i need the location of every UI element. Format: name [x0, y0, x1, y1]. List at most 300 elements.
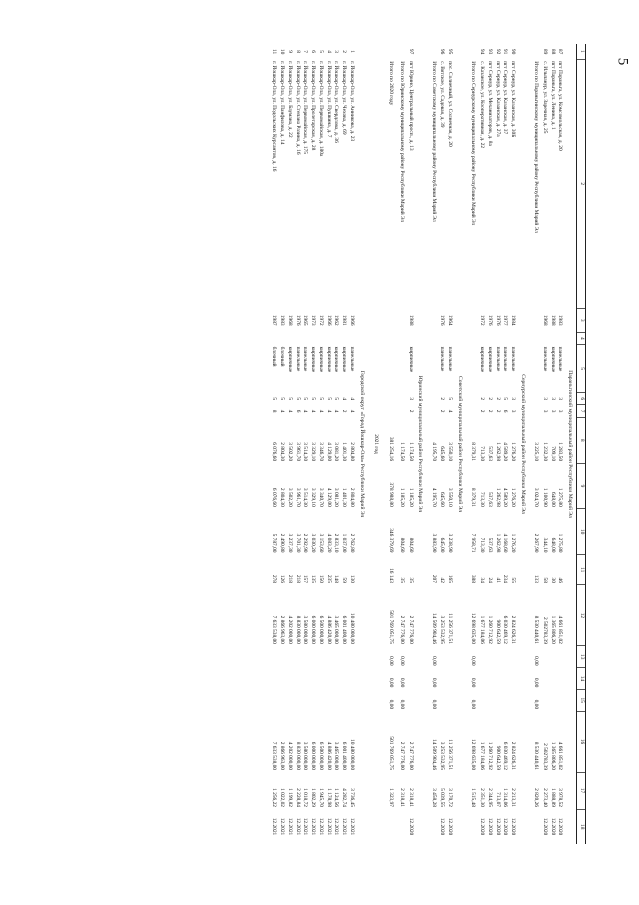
- table-cell: [383, 332, 394, 344]
- table-row: [556, 44, 564, 844]
- table-cell: 8 530 440,61: [533, 741, 540, 771]
- table-cell: 4: [302, 409, 309, 413]
- table-cell: 2 502783,39: [541, 616, 548, 644]
- table-cell: 90: [510, 48, 517, 55]
- table-cell: 12.2020: [502, 817, 509, 836]
- table-cell: [301, 646, 309, 668]
- table-cell: Итого по Юринскому муниципальному району Республики Марий Эл: [399, 61, 406, 223]
- table-cell: 4 886 420,00: [325, 615, 332, 644]
- table-cell: 3 465 000,00: [333, 615, 340, 644]
- table-cell: 3 961,70: [294, 487, 301, 507]
- column-header: 1: [577, 44, 586, 59]
- table-cell: 4 661 851,02: [557, 741, 564, 771]
- table-cell: 1 232,30: [541, 442, 548, 462]
- table-cell: 648,00: [549, 537, 556, 553]
- table-cell: Итого по 2020 году: [387, 61, 394, 106]
- table-cell: 14 509 904,46: [430, 739, 437, 771]
- table-cell: 713,07: [494, 792, 501, 807]
- table-cell: 5: [325, 397, 332, 401]
- table-cell: 3 081,20: [333, 442, 340, 462]
- table-cell: 3: [557, 409, 564, 413]
- table-cell: 14 509 904,46: [430, 612, 437, 644]
- table-row: [548, 44, 556, 844]
- table-cell: 4: [447, 409, 454, 413]
- table-cell: 4 168,60: [502, 533, 509, 553]
- table-row: [324, 44, 332, 844]
- table-cell: [309, 689, 317, 711]
- table-cell: [395, 44, 406, 59]
- table-cell: 344,10: [541, 537, 548, 553]
- table-cell: 3 502,20: [286, 487, 293, 507]
- table-row: [438, 44, 446, 844]
- table-cell: [485, 646, 493, 668]
- table-cell: 713,30: [478, 446, 485, 462]
- table-cell: 6 500 000,00: [317, 615, 324, 644]
- table-cell: кирпичные: [325, 346, 332, 373]
- table-cell: [309, 332, 317, 344]
- table-cell: [340, 689, 348, 711]
- column-number-row: [577, 44, 586, 844]
- table-cell: [406, 332, 414, 344]
- table-cell: 1 022,02: [279, 788, 285, 807]
- table-row: [406, 44, 414, 844]
- table-cell: 3: [541, 397, 548, 401]
- table-cell: [285, 646, 293, 668]
- table-cell: 4: [349, 397, 356, 401]
- table-cell: г. Йошкар-Ола, ул. Пролетарская, д. 28: [310, 61, 317, 151]
- table-cell: 1966: [325, 314, 332, 326]
- table-cell: 2 833,10: [333, 533, 340, 553]
- region-title: Юринский муниципальный район Республики Марий Эл: [417, 375, 424, 513]
- table-cell: 2 804,30: [279, 487, 285, 507]
- table-cell: 4 661 851,02: [557, 615, 564, 644]
- table-cell: [383, 308, 394, 332]
- table-cell: [446, 332, 454, 344]
- table-row: [340, 44, 348, 844]
- table-cell: [340, 646, 348, 668]
- table-cell: 1 401,30: [341, 442, 348, 462]
- table-cell: 8: [294, 50, 301, 53]
- table-cell: [556, 668, 564, 690]
- table-cell: 94: [478, 48, 485, 55]
- table-cell: 4: [325, 50, 332, 53]
- table-cell: 55: [510, 577, 517, 583]
- table-cell: [529, 809, 540, 844]
- table-cell: [477, 646, 485, 668]
- table-row: [493, 44, 501, 844]
- region-heading: [516, 44, 529, 844]
- table-cell: пгт Параньга, ул. Комсомольская, д. 20: [557, 61, 564, 151]
- table-cell: 2 824 626,31: [510, 615, 517, 644]
- table-cell: [477, 689, 485, 711]
- table-cell: 4: [349, 409, 356, 413]
- table-cell: 0,00: [533, 677, 540, 688]
- table-cell: 6: [294, 409, 301, 413]
- table-cell: 1 174,50: [399, 442, 406, 462]
- table-cell: 8: [271, 409, 278, 413]
- table-cell: 1972: [317, 314, 324, 326]
- table-cell: 11 256 371,51: [447, 739, 454, 771]
- table-cell: [395, 345, 406, 393]
- table-cell: 1 262,98: [494, 487, 501, 507]
- table-cell: 2 747 776,00: [399, 741, 406, 771]
- table-cell: 30: [549, 577, 556, 583]
- table-cell: 2 344,95: [486, 788, 493, 807]
- table-cell: [485, 332, 493, 344]
- table-cell: 10: [279, 48, 285, 55]
- table-cell: [395, 809, 406, 844]
- table-cell: [485, 689, 493, 711]
- table-cell: 12.2021: [294, 817, 301, 836]
- column-header: 18: [577, 809, 586, 844]
- table-cell: 5: [317, 50, 324, 53]
- table-cell: 5: [333, 397, 340, 401]
- total-row: [529, 44, 540, 844]
- column-header: 4: [577, 332, 586, 344]
- table-cell: 1 100,90: [541, 487, 548, 507]
- table-cell: 6 001 400,00: [341, 615, 348, 644]
- table-cell: [438, 646, 446, 668]
- table-cell: 1: [349, 50, 356, 53]
- table-cell: 1 802,29: [310, 788, 317, 807]
- table-cell: 0,00: [399, 677, 406, 688]
- table-cell: [529, 332, 540, 344]
- region-title: Сернурский муниципальный район Республики Марий Эл: [519, 374, 526, 514]
- table-cell: 41: [494, 577, 501, 583]
- table-cell: [426, 308, 437, 332]
- table-cell: 1965: [302, 314, 309, 326]
- table-cell: 388: [470, 574, 477, 583]
- column-header: 12: [577, 585, 586, 646]
- table-cell: 3 883,90: [430, 533, 437, 553]
- table-cell: панельные: [494, 346, 501, 372]
- table-cell: 1 677 184,06: [478, 615, 485, 644]
- table-cell: [270, 689, 278, 711]
- table-cell: 1 401,30: [341, 487, 348, 507]
- table-cell: [316, 689, 324, 711]
- table-cell: 12.2020: [486, 817, 493, 836]
- table-cell: 6 500 000,00: [317, 741, 324, 771]
- table-cell: 0,00: [533, 699, 540, 710]
- table-cell: 7 633 538,00: [271, 615, 278, 644]
- table-cell: панельные: [510, 346, 517, 372]
- table-cell: пгт Сернур, ул. Казанская, д. 27а: [494, 61, 501, 137]
- table-cell: [332, 332, 340, 344]
- table-cell: 4 129,00: [325, 487, 332, 507]
- table-cell: [324, 332, 332, 344]
- table-cell: кирпичные: [317, 346, 324, 373]
- table-cell: [383, 345, 394, 393]
- table-cell: 93: [486, 48, 493, 55]
- table-cell: [548, 646, 556, 668]
- table-cell: [347, 668, 355, 690]
- table-cell: [446, 646, 454, 668]
- table-cell: панельные: [541, 346, 548, 372]
- table-cell: [556, 646, 564, 668]
- table-cell: 1 256,22: [271, 788, 278, 807]
- table-cell: [540, 646, 548, 668]
- column-header: 8: [577, 417, 586, 463]
- table-cell: 1 260 712,92: [486, 741, 493, 771]
- table-cell: 5: [447, 397, 454, 401]
- table-cell: 1976: [494, 314, 501, 326]
- table-row: [270, 44, 278, 844]
- table-cell: [332, 668, 340, 690]
- column-header: 13: [577, 646, 586, 668]
- table-row: [301, 44, 309, 844]
- table-cell: 5: [317, 397, 324, 401]
- table-cell: [426, 345, 437, 393]
- table-cell: [270, 646, 278, 668]
- table-cell: [395, 308, 406, 332]
- table-cell: 3 550,10: [447, 487, 454, 507]
- table-cell: 91: [502, 48, 509, 55]
- table-cell: 35: [407, 577, 414, 583]
- table-cell: с. Казанское, ул. Кооперативная, д. 22: [478, 61, 485, 149]
- table-body: [270, 44, 577, 844]
- table-cell: 2 866 963,00: [279, 741, 285, 771]
- table-cell: 2: [478, 409, 485, 413]
- table-cell: 4 886 420,00: [325, 741, 332, 771]
- table-row: [446, 44, 454, 844]
- table-cell: 1977: [502, 314, 509, 326]
- table-cell: 218: [286, 574, 293, 583]
- table-cell: 1 037,00: [341, 533, 348, 553]
- table-cell: 1 262,98: [494, 533, 501, 553]
- table-cell: [406, 668, 414, 690]
- table-cell: 3 961,70: [294, 442, 301, 462]
- table-cell: 1 174,50: [407, 442, 414, 462]
- table-cell: 12.2021: [333, 817, 340, 836]
- table-cell: 12.2021: [325, 817, 332, 836]
- table-cell: [277, 646, 285, 668]
- column-header: 9: [577, 463, 586, 509]
- table-cell: 5: [294, 397, 301, 401]
- table-cell: 12.2020: [407, 817, 414, 836]
- table-cell: 1 365 806,20: [549, 615, 556, 644]
- table-cell: 648,00: [549, 491, 556, 507]
- table-cell: [293, 668, 301, 690]
- table-cell: 4 083,20: [325, 533, 332, 553]
- table-cell: 2 804,80: [349, 487, 356, 507]
- table-cell: 12.2020: [478, 817, 485, 836]
- column-header: 14: [577, 668, 586, 690]
- table-cell: [309, 668, 317, 690]
- table-cell: [347, 689, 355, 711]
- table-cell: [340, 332, 348, 344]
- table-cell: [324, 668, 332, 690]
- table-cell: панельные: [349, 346, 356, 372]
- table-cell: 1968: [286, 314, 293, 326]
- table-cell: 645,60: [439, 491, 446, 507]
- table-cell: [383, 405, 394, 417]
- total-row: [395, 44, 406, 844]
- table-cell: 6 030 469,12: [502, 615, 509, 644]
- table-cell: [301, 332, 309, 344]
- region-heading: [564, 44, 577, 844]
- table-cell: 3 170,72: [447, 788, 454, 807]
- table-cell: [293, 332, 301, 344]
- table-cell: [316, 668, 324, 690]
- table-cell: 6 076,60: [271, 442, 278, 462]
- table-cell: пгт Сернур, ул. Казанская, д. 37: [502, 61, 509, 135]
- table-cell: [446, 668, 454, 690]
- table-cell: 2 292,90: [302, 533, 309, 553]
- table-cell: пгт Юрино, Центральный просп., д. 13: [407, 61, 414, 151]
- table-row: [477, 44, 485, 844]
- table-cell: 2 866 963,00: [279, 615, 285, 644]
- table-cell: панельные: [439, 346, 446, 372]
- table-cell: 0,00: [430, 699, 437, 710]
- rotated-table-sheet: [100, 44, 586, 844]
- table-cell: 1 185,20: [399, 487, 406, 507]
- column-header: 6: [577, 392, 586, 404]
- table-cell: 378 988,80: [387, 482, 394, 507]
- table-cell: 148: [333, 574, 340, 583]
- table-cell: [383, 44, 394, 59]
- total-row: [383, 44, 394, 844]
- table-cell: [548, 689, 556, 711]
- table-cell: 0,00: [387, 656, 394, 666]
- table-cell: 207: [430, 574, 437, 583]
- table-cell: 2 318,41: [407, 788, 414, 807]
- table-cell: 900 642,59: [494, 745, 501, 771]
- table-cell: 713,30: [478, 537, 485, 553]
- table-cell: 804,60: [399, 537, 406, 553]
- table-cell: [485, 668, 493, 690]
- table-cell: 2 747 776,00: [407, 615, 414, 644]
- table-cell: [406, 646, 414, 668]
- table-cell: [466, 332, 477, 344]
- table-cell: 3: [541, 409, 548, 413]
- table-cell: 12.2020: [510, 817, 517, 836]
- table-cell: 126: [279, 574, 285, 583]
- table-cell: 2 502783,39: [541, 743, 548, 771]
- table-cell: 130: [349, 574, 356, 583]
- table-cell: 6 030 469,12: [502, 741, 509, 771]
- table-cell: г. Йошкар-Ола, ул. Подольских Курсантов, д. 16: [271, 61, 278, 172]
- table-cell: 3 153,60: [317, 533, 324, 553]
- table-cell: 2: [439, 409, 446, 413]
- table-cell: панельные: [302, 346, 309, 372]
- region-title: Советский муниципальный район Республики Марий Эл: [456, 375, 463, 512]
- table-row: [540, 44, 548, 844]
- table-cell: 2 804,30: [279, 442, 285, 462]
- table-row: [277, 44, 285, 844]
- table-cell: 3: [557, 397, 564, 401]
- table-cell: кирпичные: [333, 346, 340, 373]
- table-cell: [406, 689, 414, 711]
- table-cell: кирпичные: [478, 346, 485, 373]
- table-cell: 1976: [486, 314, 493, 326]
- year-title: 2021 год: [373, 434, 380, 454]
- table-cell: 165: [447, 574, 454, 583]
- table-cell: 3 238,90: [447, 533, 454, 553]
- table-cell: 804,60: [407, 537, 414, 553]
- table-cell: 1964: [447, 314, 454, 326]
- table-cell: 2 747 776,00: [407, 741, 414, 771]
- table-cell: 87: [557, 48, 564, 55]
- table-cell: г. Йошкар-Ола, ул. Панфилова, д. 14: [279, 61, 285, 145]
- table-cell: [466, 392, 477, 404]
- table-cell: кирпичные: [486, 346, 493, 373]
- table-cell: с. Вятское, ул. Садовая, д. 39: [439, 61, 446, 128]
- table-cell: 3 253 532,95: [439, 741, 446, 771]
- table-cell: 2: [494, 397, 501, 401]
- table-cell: [501, 646, 509, 668]
- table-cell: 1 323,97: [387, 788, 394, 807]
- table-cell: 12.2020: [541, 817, 548, 836]
- table-cell: 58: [541, 577, 548, 583]
- table-cell: панельные: [447, 346, 454, 372]
- table-cell: 3 340,70: [317, 487, 324, 507]
- table-cell: 95: [447, 48, 454, 55]
- table-cell: 6: [502, 409, 509, 413]
- table-cell: 96: [439, 48, 446, 55]
- table-cell: 2: [494, 409, 501, 413]
- table-cell: 2 267,90: [533, 533, 540, 553]
- table-cell: [426, 332, 437, 344]
- table-cell: 713,30: [478, 491, 485, 507]
- table-cell: 9: [286, 50, 293, 53]
- table-cell: [347, 332, 355, 344]
- table-cell: [383, 809, 394, 844]
- table-cell: 3 024,70: [533, 487, 540, 507]
- table-cell: 6 000 000,00: [310, 741, 317, 771]
- table-row: [485, 44, 493, 844]
- table-cell: [540, 668, 548, 690]
- table-cell: 1988: [407, 314, 414, 326]
- table-cell: [277, 689, 285, 711]
- table-cell: г. Йошкар-Ола, ул. Пушкина, д. 7: [325, 61, 332, 138]
- table-cell: 3 329,10: [310, 487, 317, 507]
- table-cell: [293, 646, 301, 668]
- table-cell: 4: [317, 409, 324, 413]
- table-cell: [316, 332, 324, 344]
- column-header: 3: [577, 308, 586, 332]
- table-cell: [529, 345, 540, 393]
- table-cell: [347, 646, 355, 668]
- table-cell: кирпичные: [310, 346, 317, 373]
- table-cell: 218: [294, 574, 301, 583]
- table-cell: [426, 44, 437, 59]
- table-cell: 5: [271, 397, 278, 401]
- table-cell: 0,00: [430, 677, 437, 688]
- table-cell: [477, 332, 485, 344]
- table-cell: [277, 332, 285, 344]
- table-cell: 1983: [557, 314, 564, 326]
- table-cell: 2 228,84: [294, 788, 301, 807]
- table-cell: [340, 668, 348, 690]
- table-cell: [426, 405, 437, 417]
- table-cell: панельные: [557, 346, 564, 372]
- table-cell: 12.2021: [349, 817, 356, 836]
- table-cell: 3 514,30: [302, 487, 309, 507]
- region-title: Параньгинский муниципальный район Республики Марий Эл: [567, 370, 574, 518]
- table-cell: [509, 668, 517, 690]
- table-cell: 1 276,20: [510, 442, 517, 462]
- table-cell: [438, 668, 446, 690]
- table-cell: кирпичные: [286, 346, 293, 373]
- table-cell: блочный: [271, 346, 278, 367]
- table-cell: 2 351,30: [478, 788, 485, 807]
- table-cell: [529, 392, 540, 404]
- table-cell: г. Йошкар-Ола, ул. Степана Разина, д. 16: [294, 61, 301, 155]
- table-cell: 1 314,06: [502, 788, 509, 807]
- table-cell: 381 254,16: [387, 436, 394, 462]
- region-title: Городской округ «Город Йошкар-Ола» Республики Марий Эл: [358, 370, 365, 518]
- table-cell: 1966: [349, 314, 356, 326]
